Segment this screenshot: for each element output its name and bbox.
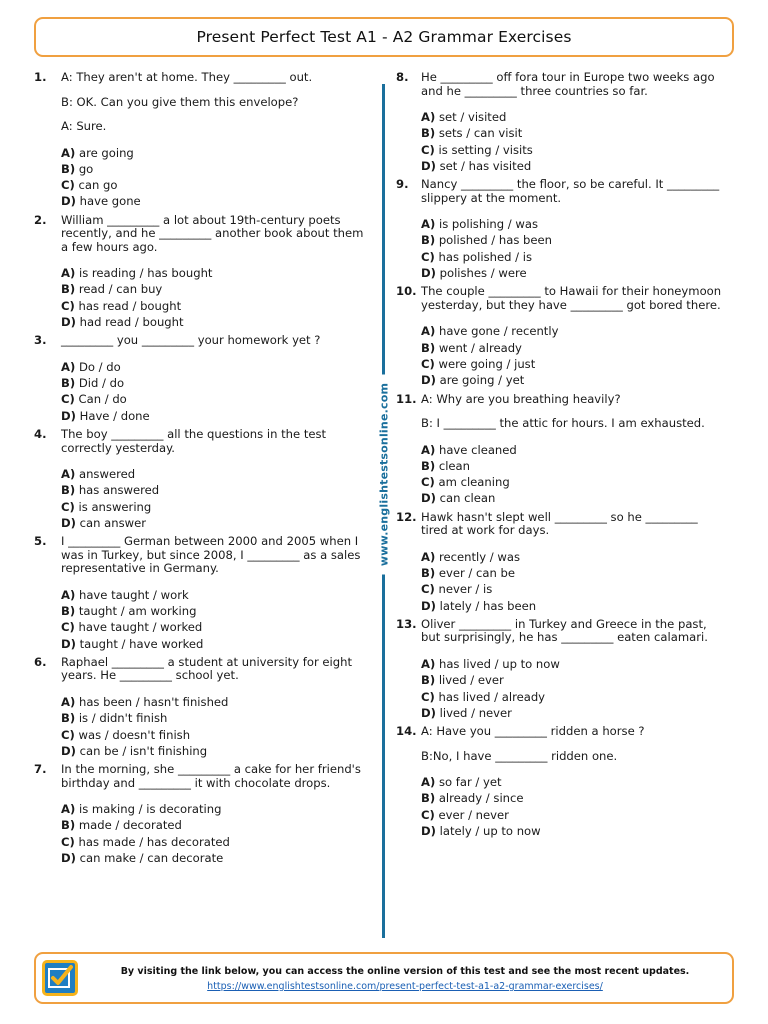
question-text: recently, and he _________ another book about them	[61, 226, 364, 241]
option-text: can answer	[79, 515, 147, 530]
question-text: The couple _________ to Hawaii for their honeymoon	[421, 284, 722, 299]
option-letter: B)	[421, 340, 436, 355]
dialogue-line: B:No, I have _________ ridden one.	[421, 748, 618, 763]
option-text: has lived / up to now	[438, 656, 560, 671]
answer-option[interactable]	[61, 265, 372, 281]
question-text: _________ you _________ your homework yet ?	[61, 333, 321, 348]
option-letter: B)	[61, 376, 76, 391]
question-item	[34, 763, 372, 866]
option-letter: A)	[421, 110, 436, 124]
option-letter: B)	[421, 233, 436, 248]
question-item	[396, 178, 736, 281]
question-text: correctly yesterday.	[61, 440, 175, 455]
answer-option[interactable]	[61, 375, 372, 391]
option-text: went / already	[438, 340, 522, 355]
answer-option[interactable]	[61, 743, 372, 759]
option-letter: A)	[61, 359, 76, 374]
option-text: can make / can decorate	[79, 851, 224, 866]
option-text: go	[78, 161, 94, 176]
question-number: 12.	[396, 509, 417, 524]
option-letter: A)	[61, 266, 76, 281]
question-text: A: Why are you breathing heavily?	[421, 391, 621, 406]
option-letter: A)	[421, 775, 436, 790]
question-text: birthday and _________ it with chocolate drops.	[61, 775, 331, 790]
question-number: 9.	[396, 177, 409, 192]
answer-option[interactable]	[421, 656, 736, 672]
question-text: A: Have you _________ ridden a horse ?	[421, 724, 645, 739]
option-letter: B)	[61, 282, 76, 297]
answer-option[interactable]	[61, 727, 372, 743]
option-letter: D)	[61, 315, 76, 330]
question-text: I _________ German between 2000 and 2005 when I	[61, 534, 359, 549]
option-letter: D)	[421, 491, 436, 506]
question-number: 3.	[34, 333, 47, 348]
answer-option[interactable]	[61, 391, 372, 407]
option-text: sets / can visit	[438, 126, 523, 141]
answer-option[interactable]	[421, 807, 736, 823]
question-body	[61, 71, 372, 210]
question-body	[421, 725, 736, 839]
answer-option[interactable]	[421, 458, 736, 474]
question-text: representative in Germany.	[61, 561, 219, 576]
question-number: 2.	[34, 212, 47, 227]
answer-option[interactable]	[61, 801, 372, 817]
answer-option[interactable]	[421, 549, 736, 565]
option-text: is / didn't finish	[78, 711, 168, 726]
option-text: lately / has been	[439, 598, 537, 613]
option-letter: A)	[421, 656, 436, 671]
answer-options	[421, 323, 736, 388]
answer-option[interactable]	[61, 193, 372, 209]
answer-options	[61, 801, 372, 866]
option-text: has lived / already	[438, 689, 546, 704]
option-text: are going	[78, 145, 134, 160]
answer-option[interactable]	[61, 834, 372, 850]
checkbox-logo-icon	[42, 960, 78, 996]
option-letter: D)	[61, 194, 76, 209]
option-text: can be / isn't finishing	[79, 743, 208, 758]
dialogue-line: B: OK. Can you give them this envelope?	[61, 94, 299, 109]
option-letter: B)	[421, 458, 436, 473]
question-body	[421, 393, 736, 507]
question-text: Raphael _________ a student at university for eight	[61, 654, 353, 669]
dialogue-line: B: I _________ the attic for hours. I am exhausted.	[421, 416, 705, 431]
question-number: 10.	[396, 284, 417, 299]
question-item	[396, 511, 736, 614]
question-text: slippery at the moment.	[421, 190, 562, 205]
option-text: have taught / work	[78, 587, 189, 602]
answer-option[interactable]	[421, 442, 736, 458]
option-text: Have / done	[79, 408, 150, 423]
option-text: can clean	[439, 491, 496, 506]
question-text: yesterday, but they have _________ got bored there.	[421, 297, 721, 312]
answer-option[interactable]	[421, 581, 736, 597]
question-number: 8.	[396, 70, 409, 84]
question-body	[421, 71, 736, 174]
answer-option[interactable]	[421, 689, 736, 705]
dialogue-line: A: Sure.	[61, 119, 107, 133]
question-body	[421, 285, 736, 388]
answer-options	[421, 549, 736, 614]
option-letter: C)	[61, 178, 75, 193]
answer-option[interactable]	[421, 109, 736, 125]
option-letter: C)	[61, 392, 75, 407]
option-letter: D)	[421, 158, 436, 173]
question-number: 11.	[396, 391, 417, 406]
answer-options	[61, 694, 372, 759]
option-letter: A)	[421, 442, 436, 457]
option-letter: C)	[421, 689, 435, 704]
answer-option[interactable]	[421, 142, 736, 158]
option-letter: D)	[421, 598, 436, 613]
question-body	[421, 178, 736, 281]
answer-options	[61, 145, 372, 210]
option-letter: B)	[421, 566, 436, 581]
answer-option[interactable]	[61, 145, 372, 161]
question-number: 13.	[396, 616, 417, 631]
option-text: Do / do	[78, 359, 121, 374]
answer-option[interactable]	[61, 161, 372, 177]
page-title: Present Perfect Test A1 - A2 Grammar Exercises	[34, 17, 734, 57]
question-number: 14.	[396, 724, 417, 739]
option-letter: D)	[61, 743, 76, 758]
question-item	[396, 725, 736, 839]
option-text: has been / hasn't finished	[78, 694, 229, 709]
option-text: have gone / recently	[438, 324, 559, 339]
option-letter: A)	[61, 467, 76, 482]
answer-option[interactable]	[421, 565, 736, 581]
answer-option[interactable]	[61, 636, 372, 652]
question-number: 5.	[34, 534, 47, 549]
right-column	[396, 71, 736, 843]
option-text: had read / bought	[79, 315, 184, 330]
option-text: answered	[78, 467, 136, 482]
question-item	[34, 656, 372, 759]
question-body	[61, 214, 372, 331]
option-letter: A)	[61, 802, 76, 817]
option-text: has read / bought	[78, 298, 182, 313]
answer-option[interactable]	[421, 490, 736, 506]
option-text: were going / just	[438, 356, 536, 371]
answer-option[interactable]	[421, 323, 736, 339]
answer-options	[61, 359, 372, 424]
option-text: lately / up to now	[439, 824, 541, 839]
option-letter: D)	[61, 515, 76, 530]
option-text: is answering	[78, 499, 152, 514]
answer-option[interactable]	[421, 790, 736, 806]
footer-text: By visiting the link below, you can access the online version of this test and see the most recent updates.	[120, 966, 690, 977]
option-text: can go	[78, 178, 118, 193]
option-letter: A)	[421, 217, 436, 232]
answer-option[interactable]	[61, 466, 372, 482]
option-text: lived / never	[439, 705, 512, 720]
answer-option[interactable]	[61, 587, 372, 603]
option-text: Did / do	[78, 376, 125, 391]
option-text: polished / has been	[438, 233, 553, 248]
question-item	[34, 214, 372, 331]
answer-option[interactable]	[61, 281, 372, 297]
answer-options	[421, 442, 736, 507]
answer-options	[421, 656, 736, 721]
answer-option[interactable]	[421, 216, 736, 232]
option-text: ever / never	[438, 807, 509, 822]
option-letter: A)	[61, 694, 76, 709]
option-text: already / since	[438, 791, 524, 806]
option-text: has answered	[78, 483, 160, 498]
answer-option[interactable]	[421, 340, 736, 356]
question-body	[61, 334, 372, 424]
answer-option[interactable]	[61, 603, 372, 619]
question-text: He _________ off fora tour in Europe two weeks ago	[421, 70, 715, 84]
option-letter: D)	[61, 636, 76, 651]
option-text: made / decorated	[78, 818, 182, 833]
question-number: 6.	[34, 654, 47, 669]
option-text: was / doesn't finish	[78, 727, 191, 742]
question-item	[34, 428, 372, 531]
answer-option[interactable]	[61, 298, 372, 314]
option-letter: B)	[421, 126, 436, 141]
option-text: recently / was	[438, 549, 521, 564]
answer-options	[61, 587, 372, 652]
answer-option[interactable]	[61, 710, 372, 726]
option-letter: A)	[61, 587, 76, 602]
footer-link[interactable]: https://www.englishtestsonline.com/present-perfect-test-a1-a2-grammar-exercises/	[207, 981, 603, 992]
question-number: 4.	[34, 427, 47, 442]
option-text: read / can buy	[78, 282, 163, 297]
answer-option[interactable]	[421, 672, 736, 688]
question-item	[396, 393, 736, 507]
option-letter: C)	[61, 499, 75, 514]
answer-option[interactable]	[421, 372, 736, 388]
option-text: set / has visited	[439, 158, 532, 173]
footer	[34, 952, 734, 1004]
question-text: a few hours ago.	[61, 239, 158, 254]
question-number: 1.	[34, 70, 47, 84]
answer-option[interactable]	[421, 125, 736, 141]
question-text: A: They aren't at home. They _________ out.	[61, 70, 313, 84]
option-letter: C)	[61, 620, 75, 635]
option-text: polishes / were	[439, 266, 527, 281]
option-letter: C)	[421, 582, 435, 597]
answer-option[interactable]	[61, 515, 372, 531]
question-body	[61, 535, 372, 652]
option-letter: D)	[421, 824, 436, 839]
option-letter: A)	[421, 324, 436, 339]
option-letter: C)	[421, 475, 435, 490]
option-text: ever / can be	[438, 566, 516, 581]
option-text: never / is	[438, 582, 493, 597]
option-text: are going / yet	[439, 373, 525, 388]
option-text: taught / am working	[78, 604, 197, 619]
option-letter: B)	[61, 604, 76, 619]
answer-option[interactable]	[61, 499, 372, 515]
question-text: tired at work for days.	[421, 523, 550, 538]
option-letter: D)	[421, 705, 436, 720]
option-letter: B)	[421, 791, 436, 806]
side-watermark-url: www.englishtestsonline.com	[378, 375, 391, 575]
option-letter: A)	[421, 549, 436, 564]
option-letter: B)	[61, 161, 76, 176]
option-letter: D)	[61, 851, 76, 866]
option-text: is reading / has bought	[78, 266, 213, 281]
question-text: but surprisingly, he has _________ eaten calamari.	[421, 630, 708, 645]
question-text: Oliver _________ in Turkey and Greece in the past,	[421, 616, 707, 631]
answer-option[interactable]	[61, 177, 372, 193]
answer-option[interactable]	[421, 249, 736, 265]
option-letter: C)	[421, 142, 435, 157]
option-text: clean	[438, 458, 471, 473]
question-body	[421, 618, 736, 721]
option-text: set / visited	[438, 110, 507, 124]
option-text: taught / have worked	[79, 636, 204, 651]
answer-option[interactable]	[421, 232, 736, 248]
answer-option[interactable]	[421, 356, 736, 372]
answer-option[interactable]	[61, 314, 372, 330]
option-letter: C)	[61, 298, 75, 313]
option-text: have taught / worked	[78, 620, 203, 635]
answer-option[interactable]	[421, 598, 736, 614]
answer-option[interactable]	[61, 482, 372, 498]
question-body	[61, 428, 372, 531]
question-text: William _________ a lot about 19th-century poets	[61, 212, 341, 227]
answer-option[interactable]	[421, 158, 736, 174]
option-letter: C)	[61, 834, 75, 849]
option-letter: A)	[61, 145, 76, 160]
question-item	[34, 71, 372, 210]
answer-option[interactable]	[421, 474, 736, 490]
option-letter: C)	[61, 727, 75, 742]
answer-option[interactable]	[421, 265, 736, 281]
answer-options	[61, 466, 372, 531]
option-text: has made / has decorated	[78, 834, 230, 849]
answer-option[interactable]	[61, 850, 372, 866]
option-letter: C)	[421, 356, 435, 371]
answer-option[interactable]	[61, 359, 372, 375]
question-text: was in Turkey, but since 2008, I _________ as a sales	[61, 547, 361, 562]
option-text: is polishing / was	[438, 217, 539, 232]
answer-options	[421, 109, 736, 174]
option-text: has polished / is	[438, 249, 532, 264]
option-letter: B)	[61, 711, 76, 726]
answer-option[interactable]	[61, 817, 372, 833]
option-text: Can / do	[78, 392, 127, 407]
option-letter: B)	[421, 673, 436, 688]
question-text: Hawk hasn't slept well _________ so he _________	[421, 509, 698, 524]
question-text: Nancy _________ the floor, so be careful. It _________	[421, 177, 720, 192]
option-text: have cleaned	[438, 442, 517, 457]
option-text: so far / yet	[438, 775, 502, 790]
question-text: and he _________ three countries so far.	[421, 83, 648, 98]
question-body	[61, 656, 372, 759]
question-item	[34, 334, 372, 424]
question-item	[396, 71, 736, 174]
left-column	[34, 71, 372, 870]
question-number: 7.	[34, 762, 47, 777]
question-body	[61, 763, 372, 866]
option-text: have gone	[79, 194, 141, 209]
question-body	[421, 511, 736, 614]
answer-option[interactable]	[61, 408, 372, 424]
answer-options	[421, 774, 736, 839]
option-text: am cleaning	[438, 475, 510, 490]
option-letter: D)	[61, 408, 76, 423]
option-letter: B)	[61, 818, 76, 833]
question-item	[34, 535, 372, 652]
option-letter: D)	[421, 266, 436, 281]
answer-options	[421, 216, 736, 281]
question-text: years. He _________ school yet.	[61, 668, 239, 683]
option-text: lived / ever	[438, 673, 504, 688]
option-letter: C)	[421, 807, 435, 822]
question-item	[396, 285, 736, 388]
answer-option[interactable]	[61, 619, 372, 635]
answer-option[interactable]	[421, 705, 736, 721]
question-text: The boy _________ all the questions in the test	[61, 427, 327, 442]
question-text: In the morning, she _________ a cake for her friend's	[61, 762, 361, 777]
option-text: is making / is decorating	[78, 802, 222, 817]
answer-options	[61, 265, 372, 330]
answer-option[interactable]	[421, 823, 736, 839]
option-letter: C)	[421, 249, 435, 264]
option-letter: D)	[421, 373, 436, 388]
option-letter: B)	[61, 483, 76, 498]
question-item	[396, 618, 736, 721]
answer-option[interactable]	[61, 694, 372, 710]
option-text: is setting / visits	[438, 142, 533, 157]
answer-option[interactable]	[421, 774, 736, 790]
